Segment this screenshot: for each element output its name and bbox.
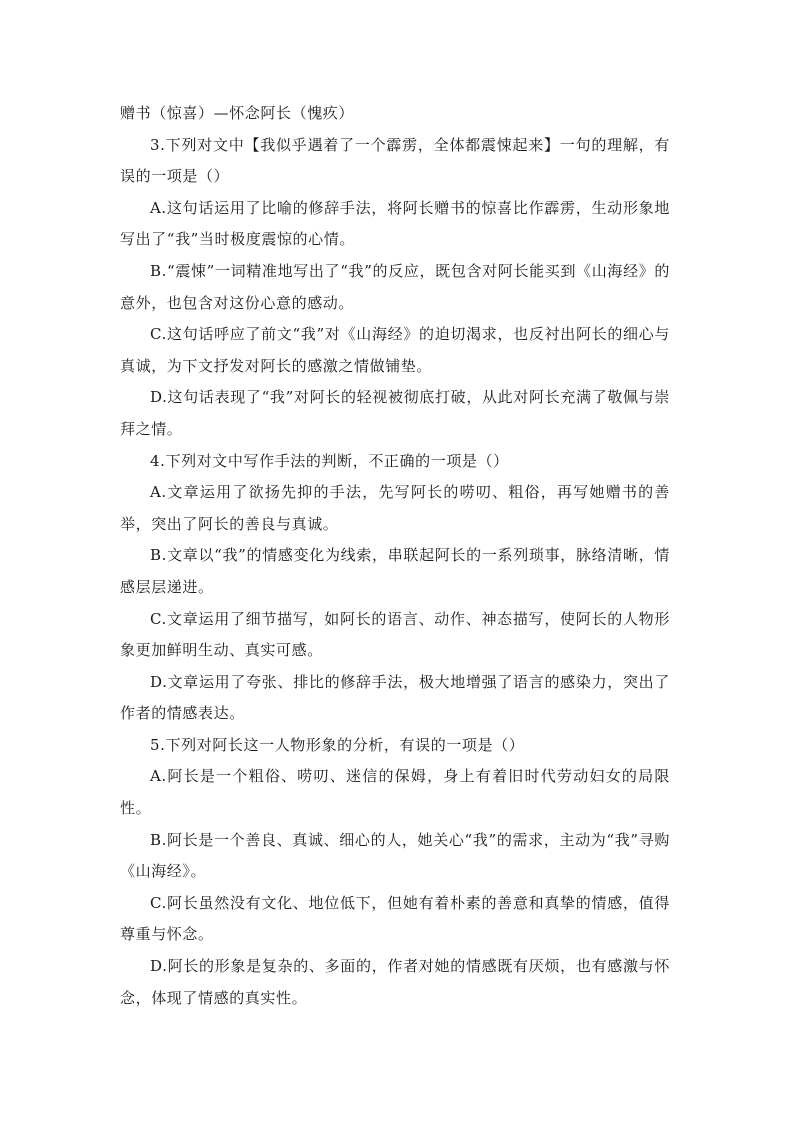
question-4-option-c: C.文章运用了细节描写，如阿长的语言、动作、神态描写，使阿长的人物形象更加鲜明生动、真实可感。: [120, 609, 670, 660]
question-3-option-a: A.这句话运用了比喻的修辞手法，将阿长赠书的惊喜比作霹雳，生动形象地写出了“我”当时极度震惊的心情。: [120, 198, 670, 249]
question-5-option-d: D.阿长的形象是复杂的、多面的，作者对她的情感既有厌烦，也有感激与怀念，体现了情感的真实性。: [120, 957, 670, 1007]
question-3-stem: 3.下列对文中【我似乎遇着了一个霹雳，全体都震悚起来】一句的理解，有误的一项是（）: [120, 135, 670, 186]
question-4-option-d: D.文章运用了夸张、排比的修辞手法，极大地增强了语言的感染力，突出了作者的情感表达。: [120, 672, 670, 723]
question-3-option-c: C.这句话呼应了前文“我”对《山海经》的迫切渴求，也反衬出阿长的细心与真诚，为下文抒发对阿长的感激之情做铺垫。: [120, 325, 670, 375]
question-3-option-d: D.这句话表现了“我”对阿长的轻视被彻底打破，从此对阿长充满了敬佩与崇拜之情。: [120, 388, 670, 438]
question-4-option-a: A.文章运用了欲扬先抑的手法，先写阿长的唠叨、粗俗，再写她赠书的善举，突出了阿长的善良与真诚。: [120, 483, 670, 533]
question-5-stem: 5.下列对阿长这一人物形象的分析，有误的一项是（）: [150, 735, 525, 754]
question-4-stem: 4.下列对文中写作手法的判断，不正确的一项是（）: [150, 451, 509, 470]
question-4-option-b: B.文章以“我”的情感变化为线索，串联起阿长的一系列琐事，脉络清晰，情感层层递进。: [120, 546, 670, 596]
intro-line: 赠书（惊喜）—怀念阿长（愧疚）: [120, 104, 355, 122]
question-5-option-a: A.阿长是一个粗俗、唠叨、迷信的保姆，身上有着旧时代劳动妇女的局限性。: [120, 767, 670, 818]
question-5-option-c: C.阿长虽然没有文化、地位低下，但她有着朴素的善意和真挚的情感，值得尊重与怀念。: [120, 893, 670, 944]
document-body: [120, 98, 670, 1014]
question-3-option-b: B.“震悚”一词精准地写出了“我”的反应，既包含对阿长能买到《山海经》的意外，也包含对这份心意的感动。: [120, 261, 670, 312]
question-5-option-b: B.阿长是一个善良、真诚、细心的人，她关心“我”的需求，主动为“我”寻购《山海经》。: [120, 830, 670, 881]
